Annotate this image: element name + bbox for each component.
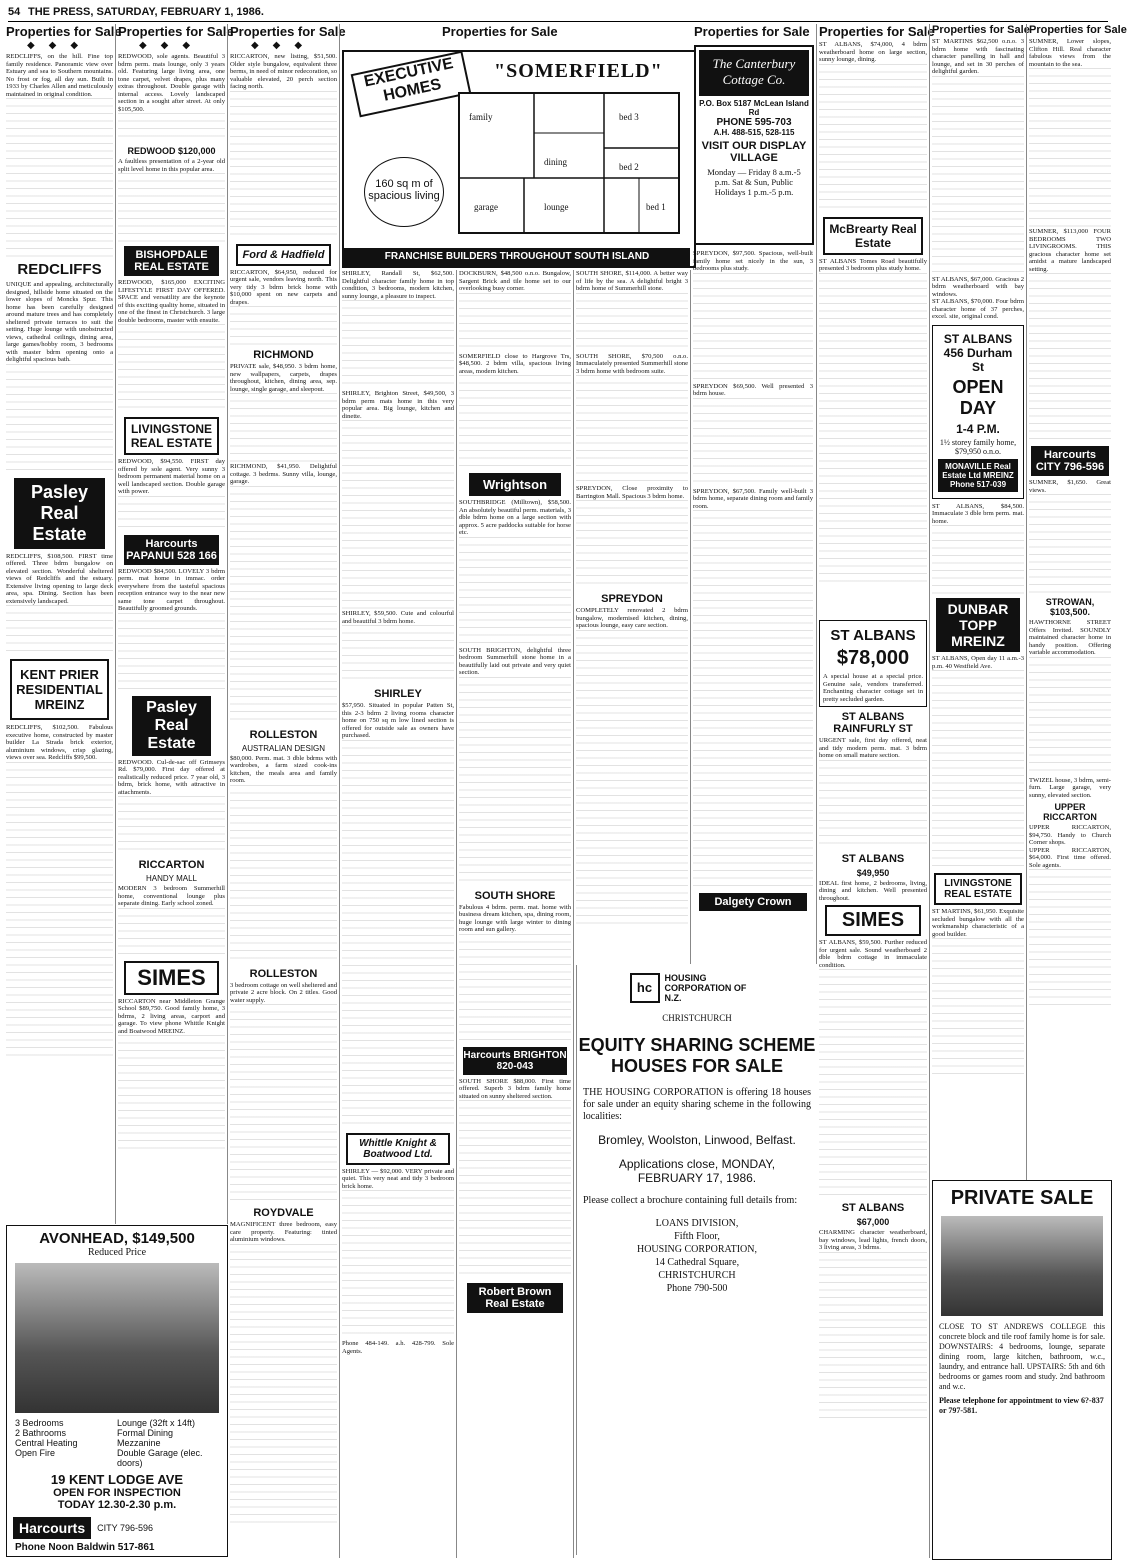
room-bed1: bed 1: [646, 202, 666, 212]
open-line1: OPEN FOR INSPECTION: [53, 1487, 181, 1499]
open-day: OPEN DAY: [952, 376, 1004, 418]
ad-south-shore-2: SOUTH SHORE $88,000. First time offered. Superb 3 bdrm family home situated on sunny sheltered section.: [459, 1077, 571, 1100]
section-title-8: Properties for Sale: [932, 24, 1030, 36]
price-st-albans-3: $67,000: [856, 1217, 890, 1227]
housing-addr-2: Fifth Floor,: [674, 1231, 720, 1242]
room-bed3: bed 3: [619, 112, 639, 122]
ad-st-albans-10: ST ALBANS, $84,500. Immaculate 3 dble brm perm. mat. home.: [932, 502, 1024, 525]
phone-line: Phone Noon Baldwin 517-861: [15, 1542, 155, 1553]
column-7a: [693, 250, 813, 950]
avonhead-reduced: Reduced Price: [87, 1247, 147, 1258]
feature-garage: Double Garage (elec. doors): [117, 1448, 203, 1468]
housing-logo-icon: hc: [630, 973, 660, 1003]
ad-riccarton-3: RICCARTON, new listing, $51,500. Older style bungalow, equivalent three berms, in need of minor redecoration, so valuable elevated, 20 perch section facing north.: [230, 53, 337, 90]
ad-riccarton-1: MODERN 3 bedroom Summerhill home, conventional lounge plus separate dining. Early school zoned.: [118, 885, 225, 907]
ad-spreydon-2: COMPLETELY renovated 2 bdrm bungalow, modernised kitchen, dining, spacious lounge, easy care section.: [576, 607, 688, 629]
heading-rainfurly: ST ALBANS RAINFURLY ST: [833, 711, 913, 735]
private-sale-heading: PRIVATE SALE: [950, 1187, 1094, 1209]
ad-shirley-2: SHIRLEY, Brighton Street, $49,500, 3 bdrm perm mats home in this very popular area. Big lounge, kitchen and dinette.: [342, 390, 454, 420]
ad-st-albans-special: A special house at a special price. Genuine sale, vendors transferred. Enchanting character cottage set in pretty secluded garden.: [823, 673, 923, 703]
canterbury-ah: A.H. 488-515, 528-115: [713, 128, 795, 137]
housing-addr-3: HOUSING CORPORATION,: [636, 1244, 757, 1255]
ad-st-albans-1: ST ALBANS, $74,000, 4 bdrm weatherboard home on large section, sunny lounge, dining.: [819, 41, 927, 63]
section-title-9: Properties for Sale: [1029, 24, 1127, 36]
somerfield-title: "SOMERFIELD": [494, 60, 663, 82]
private-sale-photo: [941, 1216, 1103, 1316]
housing-addr-4: 14 Cathedral Square,: [654, 1257, 740, 1268]
housing-city: CHRISTCHURCH: [662, 1013, 732, 1023]
ad-sumner-3: SUMNER, $1,650. Great views.: [1029, 479, 1111, 494]
ad-riccarton-2: RICCARTON near Middleton Grange School $89,750. Good family home, 3 bdrms, 2 living areas, carport and garage. To view phone Whittle Knight and Boatwood MREINZ.: [118, 997, 225, 1035]
heading-riccarton: RICCARTON: [138, 859, 205, 871]
feature-lounge: Lounge (32ft x 14ft): [117, 1418, 196, 1428]
heading-st-albans-big: ST ALBANS: [830, 627, 916, 644]
private-sale-desc: CLOSE TO ST ANDREWS COLLEGE this concrete block and tile roof family home is for sale. DOWNSTAIRS: 4 bedrooms, lounge, separate dining room, large kitchen, bathroom, w.c., laundry, and entrance hall. UPSTAIRS: 5th and 6th bedrooms or games room and study. 2nd bathroom and w.c.: [939, 1322, 1105, 1391]
heading-roydvale: ROYDVALE: [253, 1207, 314, 1219]
ad-spreydon-1: SPREYDON, Close proximity to Barrington Mall. Spacious 3 bdrm home.: [576, 485, 688, 500]
ad-south-brighton: SOUTH BRIGHTON, delightful three bedroom Summerhill stone home in a beautifully laid out private and very quiet section.: [459, 646, 571, 676]
column-9: [1029, 24, 1127, 1174]
feature-heating: Central Heating: [15, 1438, 78, 1448]
ad-redwood-5: REDWOOD $84,500. LOVELY 3 bdrm perm. mat home in immac. order everywhere from the tasteful spacious reception entrance way to the near new same tone carpet throughout. Beautifully groomed grounds.: [118, 567, 225, 612]
ad-redcliffs-2: UNIQUE and appealing, architecturally designed, hillside home situated on the lower slopes of Moncks Spur. This home has been carefully designed around mature trees and has completely sheltered private terraces to suit the setting. Huge lounge with unobstructed views, cathedral ceilings, dining area, large games/hobby room, 3 bedrooms with master bdrm opening onto a delightful spacious bath.: [6, 281, 113, 363]
open-line2: TODAY 12.30-2.30 p.m.: [57, 1499, 177, 1511]
ad-south-shore-1: Fabulous 4 bdrm. perm. mat. home with business dream kitchen, spa, dining room, huge lounge with large winter to dining room and sun gallery.: [459, 903, 571, 933]
logo-whittle-knight: Whittle Knight & Boatwood Ltd.: [346, 1133, 450, 1165]
ad-upper-riccarton-1: UPPER RICCARTON, $94,750. Handy to Church Corner shops.: [1029, 824, 1111, 846]
logo-monaville: MONAVILLE Real Estate Ltd MREINZ Phone 517-039: [938, 459, 1018, 492]
ad-redcliffs-1: REDCLIFFS, on the hill. Fine top family residence. Panoramic view over Estuary and sea to Southern mountains. No frost or fog, all day sun. Built in 1933 by Charles Allen and meticulously maintained in original condition.: [6, 53, 113, 98]
column-8: [932, 24, 1030, 1174]
housing-corp-ad: [576, 965, 817, 1555]
private-sale-ad: [932, 1180, 1112, 1560]
feature-dining: Formal Dining: [117, 1428, 174, 1438]
ad-shirley-4: $57,950. Situated in popular Patten St, this 2-3 bdrm 2 living rooms character home on 750 sq m low lined section is offered for outside sale as owners have purchased.: [342, 702, 454, 739]
open-day-desc: 1½ storey family home, $79,950 o.n.o.: [939, 437, 1017, 456]
ad-redcliffs-3: REDCLIFFS, $108,500. FIRST time offered. Three bdrm bungalow on elevated section. Wonderful sheltered views of Redcliffs and the estuary. Extensive living opening to large deck area, spa. Dining. Section has been extensively landscaped.: [6, 552, 113, 605]
logo-kent-prier: KENT PRIER RESIDENTIAL MREINZ: [10, 659, 109, 720]
ad-richmond-2: RICHMOND, $41,950. Delightful cottage. 3 bedrms. Sunny villa, lounge, garage.: [230, 463, 337, 485]
room-lounge: lounge: [544, 202, 569, 212]
masthead: [8, 6, 1108, 20]
sub-rolleston: AUSTRALIAN DESIGN: [241, 743, 326, 753]
ad-riccarton-4: RICCARTON, $64,950, reduced for urgent sale, vendors leaving north. This very tidy 3 bdrm brick home with $10,000 spent on new carpets and drapes.: [230, 268, 337, 306]
ad-redcliffs-4: REDCLIFFS, $102,500. Fabulous executive home, constructed by master builder La Strada brick exterior, aluminium windows, crisp glazing, views over sea. Redcliffs $99,500.: [6, 724, 113, 761]
ad-shirley-1: SHIRLEY, Randall St, $62,500. Delightful character family home in top condition, 3 bedrooms, modern kitchen, sunny lounge, a pleasure to inspect.: [342, 270, 454, 300]
feature-bedrooms: 3 Bedrooms: [15, 1418, 64, 1428]
room-bed2: bed 2: [619, 162, 639, 172]
sole-agents: Phone 484-149. a.h. 428-799. Sole Agents.: [342, 1340, 454, 1355]
ad-shirley-5: SHIRLEY — $92,000. VERY private and quiet. This very neat and tidy 3 bedroom brick home.: [342, 1167, 454, 1190]
heading-st-albans-2: ST ALBANS: [841, 852, 905, 865]
ad-sumner-1: SUMNER, Lower slopes, Clifton Hill. Real character fabulous views from the mountain to the sea.: [1029, 38, 1111, 68]
masthead-rule: [8, 21, 1108, 22]
feature-mezzanine: Mezzanine: [117, 1438, 161, 1448]
column-3: Properties for Sale ◆◆◆ RICCARTON, new listing, $51,500. Older style bungalow, equivalent three berms, in need of minor redecoration, so valuable elevated, 20 perch section facing north. Ford & Hadfield RICCARTON, $64,950, reduced for urgent sale, vendors leaving north. This very tidy 3 bdrm brick home with $10,000 spent on new carpets and drapes. RICHMOND PRIVATE sale, $48,950. 3 bdrm home, new wallpapers, carpets, drapes throughout, kitchen, dining area, sep. lounge, single garage, and sleepout. RICHMOND, $41,950. Delightful cottage. 3 bedrms. Sunny villa, lounge, garage. ROLLESTON AUSTRALIAN DESIGN $80,000. Perm. mat. 3 dble bdrms with wardrobes, a farm sized cook-ins kitchen, the meals area and family room. ROLLESTON 3 bedroom cottage on well sheltered and private 2 acre block. On 2 titles. Good water supply. ROYDVALE MAGNIFICENT three bedroom, easy care property. Featuring: tinted aluminium windows.: [230, 24, 337, 1560]
column-5: [459, 270, 571, 1560]
logo-robert-brown: Robert Brown Real Estate: [467, 1283, 563, 1313]
housing-body: THE HOUSING CORPORATION is offering 18 houses for sale under an equity sharing scheme in the following localities:: [583, 1087, 811, 1122]
ad-redwood-2: A faultless presentation of a 2-year old split level home in this popular area.: [118, 158, 225, 173]
heading-spreydon: SPREYDON: [601, 593, 663, 605]
housing-addr-1: LOANS DIVISION,: [655, 1218, 739, 1229]
room-family: family: [469, 112, 493, 122]
heading-upper-riccarton: UPPER RICCARTON: [1043, 802, 1097, 822]
logo-ford-hadfield: Ford & Hadfield: [236, 244, 331, 266]
room-garage: garage: [474, 202, 498, 212]
house-photo: [15, 1263, 219, 1413]
section-title-4: Properties for Sale: [442, 24, 558, 39]
sqm-badge: 160 sq m of spacious living: [364, 157, 444, 227]
column-6: [576, 270, 688, 960]
ad-roydvale: MAGNIFICENT three bedroom, easy care property. Featuring: tinted aluminium windows.: [230, 1221, 337, 1243]
logo-livingstone-2: LIVINGSTONE REAL ESTATE: [934, 873, 1022, 905]
column-2: Properties for Sale ◆◆◆ REDWOOD, sole agents. Beautiful 3 bdrm perm. mats lounge, only 3 years old. Featuring large living area, one tone carpet, velvet drapes, plus many extras throughout. Double garage with internal access. Lovely landscaped section in a sought after street. At only $105,500. REDWOOD $120,000 A faultless presentation of a 2-year old split level home in this popular area. BISHOPDALE REAL ESTATE REDWOOD, $165,000 EXCITING LIFESTYLE FIRST DAY OFFERED. SPACE and versatility are the keynote of this exciting quality home, situated in one of the finest in Christchurch. 3 large double bedrooms, master with ensuite. LIVINGSTONE REAL ESTATE REDWOOD, $94,550. FIRST day offered by sole agent. Very sunny 3 bedroom permanent material home on a well landscaped section. Double garage with power. Harcourts PAPANUI 528 166 REDWOOD $84,500. LOVELY 3 bdrm perm. mat home in immac. order everywhere from the tasteful spacious reception entrance way to the near new same tone carpet throughout. Beautifully groomed grounds. Pasley Real Estate REDWOOD. Cul-de-sac off Grimseys Rd. $79,000. First day offered at realistically reduced price. 7 year old, 3 bdrm, brick home, with attractive in attachments. RICCARTON HANDY MALL MODERN 3 bedroom Summerhill home, conventional lounge plus separate dining. Early school zoned. SIMES RICCARTON near Middleton Grange School $89,750. Good family home, 3 bdrms, 2 living areas, carport and garage. To view phone Whittle Knight and Boatwood MREINZ.: [118, 24, 225, 1219]
logo-livingstone: LIVINGSTONE REAL ESTATE: [124, 417, 219, 455]
section-title: Properties for Sale: [6, 24, 122, 39]
ad-richmond-1: PRIVATE sale, $48,950. 3 bdrm home, new wallpapers, carpets, drapes throughout, kitchen, dining area, sep. lounge, single garage, and sleepout.: [230, 363, 337, 393]
ad-st-albans-8: ST ALBANS, $67,000. Gracious 2 bdrm weatherboard with bay windows.: [932, 275, 1025, 298]
heading-south-shore: SOUTH SHORE: [474, 889, 556, 902]
section-title-7: Properties for Sale: [694, 24, 810, 39]
housing-close: Applications close, MONDAY, FEBRUARY 17, 1986.: [618, 1157, 776, 1185]
ad-spreydon-3: SPREYDON, $97,500. Spacious, well-built family home set nicely in the sun, 3 bedrooms plus study.: [693, 250, 813, 272]
housing-corp-name: HOUSING CORPORATION OF N.Z.: [664, 973, 747, 1003]
housing-addr-5: CHRISTCHURCH: [658, 1270, 736, 1281]
heading-shirley: SHIRLEY: [374, 688, 422, 700]
heading-richmond: RICHMOND: [253, 349, 314, 361]
ad-somerfield: SOMERFIELD close to Hargrove Trs, $48,500. 2 bdrm villa, spacious living areas, modern kitchen.: [459, 352, 571, 375]
ad-redwood-4: REDWOOD, $94,550. FIRST day offered by sole agent. Very sunny 3 bedroom permanent material home on a well landscaped section. Double garage with power.: [118, 458, 225, 495]
section-title-7b: Properties for Sale: [819, 24, 935, 39]
ad-redwood-3: REDWOOD, $165,000 EXCITING LIFESTYLE FIRST DAY OFFERED. SPACE and versatility are the keynote of this exciting quality home, situated in one of the finest in Christchurch. 3 large double bedrooms, master with ensuite.: [118, 279, 225, 324]
ad-southbridge: SOUTHBRIDGE (Milltown), $58,500. An absolutely beautiful perm. materials, 3 dble bdrm home on a large section with approx. 5 acre paddocks suitable for horse etc.: [459, 499, 571, 536]
price-st-albans-2: $49,950: [856, 867, 890, 878]
logo-harcourts-papanui: Harcourts PAPANUI 528 166: [124, 535, 219, 565]
housing-brochure: Please collect a brochure containing full details from:: [583, 1195, 798, 1206]
harcourts-phone: CITY 796-596: [97, 1523, 154, 1533]
column-4: [342, 270, 454, 1560]
ad-dockburn: DOCKBURN, $48,500 o.n.o. Bungalow, Sargent Brick and tile home set to our overlooking busy corner.: [459, 270, 571, 292]
logo-pasley: Pasley Real Estate: [14, 478, 105, 549]
heading-rolleston: ROLLESTON: [249, 728, 318, 741]
heading-strowan: STROWAN, $103,500.: [1045, 597, 1095, 617]
logo-harcourts-avonhead: Harcourts: [13, 1517, 91, 1539]
ad-spreydon-4: SPREYDON $69,500. Well presented 3 bdrm house.: [693, 382, 813, 397]
logo-dunbar-topp: DUNBAR TOPP MREINZ: [936, 598, 1020, 652]
redwood-price: REDWOOD $120,000: [127, 146, 216, 156]
ad-rolleston-1: $80,000. Perm. mat. 3 dble bdrms with wardrobes, a farm sized cook-ins kitchen, the meals area and family room.: [230, 754, 337, 784]
franchise-footer: FRANCHISE BUILDERS THROUGHOUT SOUTH ISLAND: [344, 248, 690, 266]
canterbury-hours: Monday — Friday 8 a.m.-5 p.m. Sat & Sun, Public Holidays 1 p.m.-5 p.m.: [707, 167, 801, 197]
room-dining: dining: [544, 157, 568, 167]
ad-shirley-3: SHIRLEY, $59,500. Cute and colourful and beautiful 3 bdrm home.: [342, 610, 454, 625]
ad-st-albans-7: CHARMING character weatherboard, bay windows, lead lights, french doors, 3 living areas, 3 bdrms.: [819, 1229, 927, 1251]
ad-rainfurly: URGENT sale, first day offered, neat and tidy modern perm. mat. 3 bdrm home on small mature section.: [819, 737, 927, 759]
ad-redwood-6: REDWOOD. Cul-de-sac off Grimseys Rd. $79,000. First day offered at realistically reduced price. 7 year old, 3 bdrm, brick home, with attractive in attachments.: [118, 758, 225, 796]
logo-harcourts-brighton: Harcourts BRIGHTON 820-043: [463, 1047, 567, 1075]
ad-south-shore-4: SOUTH SHORE, $70,500 o.n.o. Immaculately presented Summerhill stone 3 bdrm home with bedroom suite.: [576, 352, 688, 375]
logo-bishopdale: BISHOPDALE REAL ESTATE: [124, 246, 219, 276]
canterbury-visit: VISIT OUR DISPLAY VILLAGE: [701, 140, 807, 164]
executive-homes-ad: [342, 24, 692, 264]
floor-plan: [454, 88, 684, 238]
ad-st-albans-4: ST ALBANS Tomes Road beautifully presented 3 bedroom plus study home.: [819, 257, 927, 272]
heading-st-albans-3: ST ALBANS: [841, 1202, 905, 1214]
feature-fire: Open Fire: [15, 1448, 56, 1458]
ad-sumner-2: SUMNER, $113,000 FOUR BEDROOMS TWO LIVINGROOMS. THIS gracious character home set amidst a mature landscaped setting.: [1029, 228, 1111, 273]
housing-title-1: EQUITY SHARING SCHEME: [578, 1035, 816, 1055]
executive-stamp: EXECUTIVE HOMES: [351, 51, 472, 118]
housing-localities: Bromley, Woolston, Linwood, Belfast.: [598, 1133, 796, 1147]
page-number: 54: [8, 6, 21, 18]
separator-stars: ◆◆◆: [26, 40, 93, 51]
logo-dalgety: Dalgety Crown: [699, 893, 807, 911]
open-day-time: 1-4 P.M.: [956, 421, 1000, 436]
ad-st-martins-2: ST MARTINS, $61,950. Exquisite secluded bungalow with all the workmanship characteristic of a good builder.: [932, 908, 1024, 938]
ad-twizel: TWIZEL house, 3 bdrm, semi-furn. Large garage, very sunny, elevated section.: [1029, 776, 1111, 799]
canterbury-phone: PHONE 595-703: [716, 117, 792, 128]
ad-st-martins-1: ST MARTINS $62,500 o.n.o. 3 bdrm home with fascinating character panelling in hall and lounge, and set in 30 perches of delightful garden.: [932, 38, 1024, 75]
housing-title-2: HOUSES FOR SALE: [610, 1056, 784, 1076]
ad-st-albans-5: IDEAL first home, 2 bedrooms, living, dining and kitchen. Well presented throughout.: [819, 879, 927, 902]
logo-simes-2: SIMES: [825, 905, 921, 936]
housing-addr-6: Phone 790-500: [666, 1283, 728, 1294]
avonhead-heading: AVONHEAD, $149,500: [39, 1230, 195, 1247]
column-7-lower: [819, 620, 927, 1560]
canterbury-cottage-ad: [694, 24, 814, 244]
ad-hawthorne: HAWTHORNE STREET Offers Invited. SOUNDLY maintained character home in handy position. Offering variable accommodation.: [1029, 619, 1111, 656]
ad-upper-riccarton-2: UPPER RICCARTON, $64,000. First time offered. Sole agents.: [1029, 846, 1111, 869]
ad-south-shore-3: SOUTH SHORE, $114,000. A better way of life by the sea. A delightful bright 3 bdrm home of Summerhill stone.: [576, 270, 688, 292]
masthead-title: THE PRESS, SATURDAY, FEBRUARY 1, 1986.: [28, 6, 264, 18]
ad-redwood-1: REDWOOD, sole agents. Beautiful 3 bdrm perm. mats lounge, only 3 years old. Featuring large living area, one tone carpet, velvet drapes, plus many extras throughout. Double garage with internal access. Lovely landscaped section in a sought after street. At only $105,500.: [118, 53, 225, 113]
logo-wrightson: Wrightson: [469, 473, 561, 496]
heading-rolleston-2: ROLLESTON: [249, 967, 318, 980]
canterbury-box: P.O. Box 5187 McLean Island Rd: [699, 99, 809, 117]
logo-mcbrearty: McBrearty Real Estate: [823, 217, 923, 255]
logo-pasley-2: Pasley Real Estate: [132, 696, 211, 756]
price-st-albans-big: $78,000: [836, 647, 910, 669]
open-address: 19 KENT LODGE AVE: [50, 1472, 184, 1487]
canterbury-logo: The Canterbury Cottage Co.: [699, 50, 809, 96]
ad-st-albans-6: ST ALBANS, $59,500. Further reduced for urgent sale. Sound weatherboard 2 dble bdrm cottage in immaculate condition.: [819, 939, 927, 969]
ad-st-albans-9: ST ALBANS, $70,000. Four bdrm character home of 37 perches, excel. site, original cond.: [932, 298, 1024, 320]
avonhead-ad: [6, 1225, 228, 1557]
ad-rolleston-2: 3 bedroom cottage on well sheltered and private 2 acre block. On 2 titles. Good water supply.: [230, 981, 337, 1004]
sub-riccarton: HANDY MALL: [146, 874, 197, 883]
ad-st-albans-11: ST ALBANS, Open day 11 a.m.-3 p.m. 40 Westfield Ave.: [932, 655, 1024, 670]
heading-redcliffs: REDCLIFFS: [17, 261, 102, 278]
ad-spreydon-5: SPREYDON, $67,500. Family well-built 3 bdrm home, separate dining room and family room.: [693, 487, 813, 510]
column-7: [819, 24, 935, 624]
logo-simes: SIMES: [124, 961, 219, 995]
private-sale-call: Please telephone for appointment to view 6?-837 or 797-581.: [939, 1396, 1104, 1415]
heading-durham-st: ST ALBANS 456 Durham St: [943, 331, 1013, 374]
feature-bathrooms: 2 Bathrooms: [15, 1428, 67, 1438]
logo-harcourts-city: Harcourts CITY 796-596: [1031, 446, 1109, 476]
section-title-2: Properties for Sale: [118, 24, 234, 39]
section-title-3: Properties for Sale: [230, 24, 346, 39]
